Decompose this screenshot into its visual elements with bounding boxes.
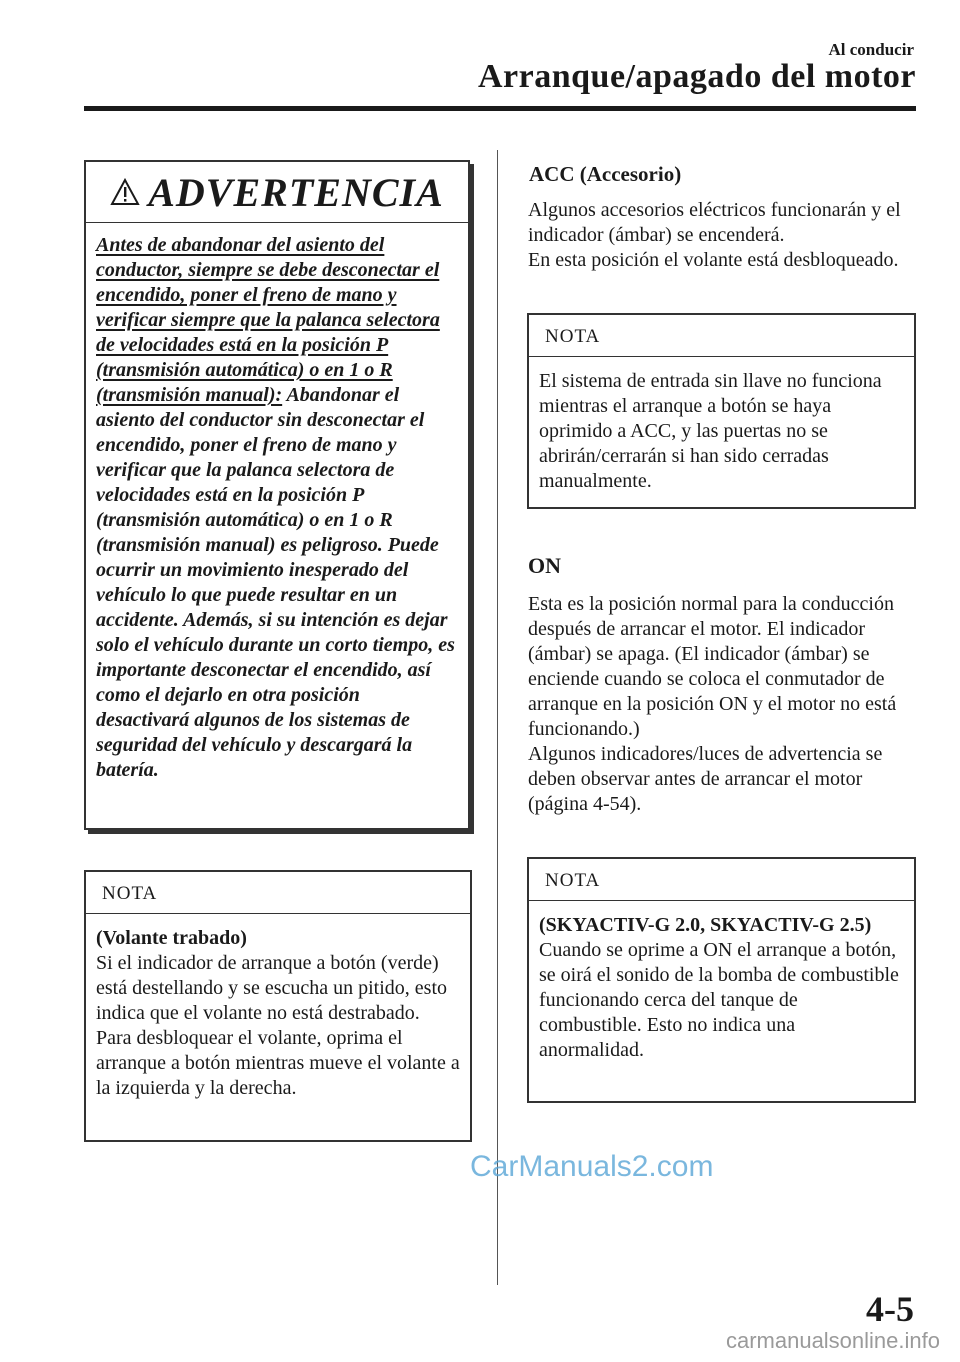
on-text-1: Esta es la posición normal para la conducción después de arrancar el motor. El indicador (ámbar) se apaga. (El indicador (ámbar) se enciende cuando se coloca el conmutador de arranque en la posición ON y el motor no está funcionando.) bbox=[528, 593, 897, 740]
nota-text: El sistema de entrada sin llave no funciona mientras el arranque a botón se haya oprimido a ACC, y las puertas no se abrirán/cerrarán si han sido cerradas manualmente. bbox=[539, 370, 882, 492]
on-paragraph bbox=[528, 592, 913, 817]
warning-body bbox=[86, 223, 468, 783]
warning-box bbox=[84, 160, 470, 830]
nota-body bbox=[86, 914, 470, 1101]
nota-label: NOTA bbox=[529, 859, 914, 901]
nota-label: NOTA bbox=[86, 872, 470, 914]
nota-subtitle: (SKYACTIV-G 2.0, SKYACTIV-G 2.5) bbox=[539, 914, 872, 936]
watermark: CarManuals2.com bbox=[470, 1150, 714, 1183]
nota-text: Cuando se oprime a ON el arranque a botón, se oirá el sonido de la bomba de combustible funcionando cerca del tanque de combustible. Esto no indica una anormalidad. bbox=[539, 939, 899, 1061]
acc-text-1: Algunos accesorios eléctricos funcionarán y el indicador (ámbar) se encenderá. bbox=[528, 199, 901, 246]
footer-watermark: carmanualsonline.info bbox=[725, 1328, 940, 1353]
warning-triangle-icon bbox=[110, 178, 140, 206]
warning-header bbox=[86, 162, 468, 223]
nota-body bbox=[529, 901, 914, 1063]
acc-text-2: En esta posición el volante está desbloqueado. bbox=[528, 249, 899, 271]
acc-paragraph bbox=[528, 198, 913, 273]
warning-title: ADVERTENCIA bbox=[148, 169, 444, 215]
nota-text: Si el indicador de arranque a botón (verde) está destellando y se escucha un pitido, esto indica que el volante no está destrabado. Para desbloquear el volante, oprima el arranque a botón mientras mueve el volante a la izquierda y la derecha. bbox=[96, 952, 460, 1099]
warning-text: Abandonar el asiento del conductor sin desconectar el encendido, poner el freno de mano y verificar que la palanca selectora de velocidades está en la posición P (transmisión automática) o en 1 o R (transmisión manual) es peligroso. Puede ocurrir un movimiento inesperado del vehículo lo que puede resultar en un accidente. Además, si su intención es dejar solo el vehículo durante un corto tiempo, es importante desconectar el encendido, así como el dejarlo en otra posición desactivará algunos de los sistemas de seguridad del vehículo y descargará la batería. bbox=[96, 384, 455, 781]
on-heading: ON bbox=[528, 553, 561, 578]
warning-underlined-text: Antes de abandonar del asiento del conductor, siempre se debe desconectar el encendido, poner el freno de mano y verificar siempre que la palanca selectora de velocidades está en la posición P (transmisión automática) o en 1 o R (transmisión manual): bbox=[96, 234, 440, 406]
nota-steering-locked bbox=[84, 870, 472, 1142]
column-divider bbox=[497, 150, 498, 1285]
nota-acc bbox=[527, 313, 916, 509]
nota-body bbox=[529, 357, 914, 494]
nota-label: NOTA bbox=[529, 315, 914, 357]
section-label: Al conducir bbox=[828, 40, 914, 59]
nota-subtitle: (Volante trabado) bbox=[96, 927, 247, 949]
on-text-2: Algunos indicadores/luces de advertencia se deben observar antes de arrancar el motor (página 4-54). bbox=[528, 743, 883, 815]
nota-on bbox=[527, 857, 916, 1103]
acc-heading: ACC (Accesorio) bbox=[529, 162, 682, 186]
page-title: Arranque/apagado del motor bbox=[478, 58, 916, 95]
page-number: 4-5 bbox=[866, 1289, 914, 1329]
header-rule bbox=[84, 106, 916, 111]
